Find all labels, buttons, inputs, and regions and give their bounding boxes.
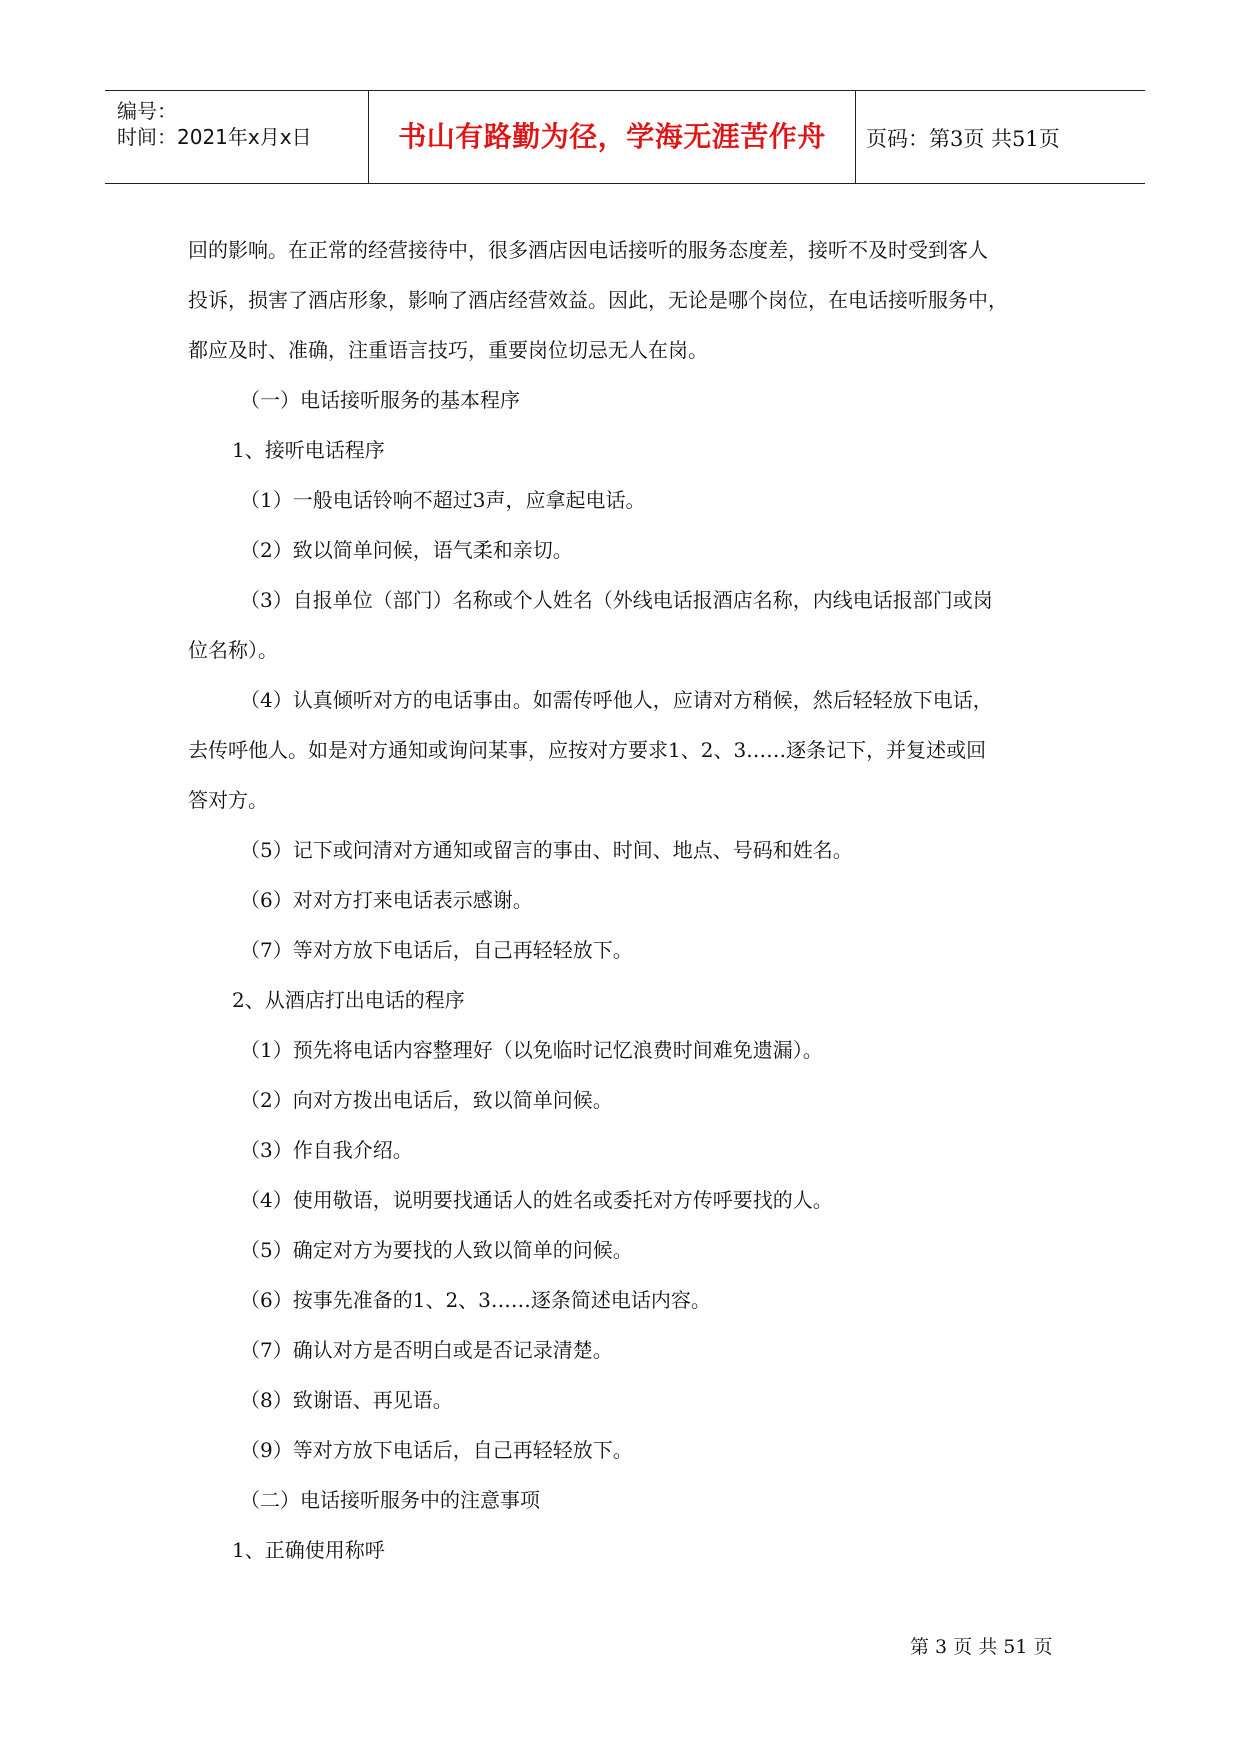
header-page-info: 页码：第3页 共51页 — [866, 127, 1060, 151]
serial-label: 编号： — [117, 99, 177, 123]
body-paragraph: （7）确认对方是否明白或是否记录清楚。 — [240, 1338, 613, 1362]
body-paragraph: （9）等对方放下电话后，自己再轻轻放下。 — [240, 1438, 633, 1462]
body-paragraph: （7）等对方放下电话后，自己再轻轻放下。 — [240, 938, 633, 962]
body-paragraph: （8）致谢语、再见语。 — [240, 1388, 453, 1412]
body-paragraph: （2）致以简单问候，语气柔和亲切。 — [240, 538, 573, 562]
body-paragraph: 回的影响。在正常的经营接待中，很多酒店因电话接听的服务态度差，接听不及时受到客人 — [188, 238, 988, 262]
body-paragraph: （一）电话接听服务的基本程序 — [240, 388, 520, 412]
motto-text: 书山有路勤为径，学海无涯苦作舟 — [398, 120, 826, 153]
header-meta-cell — [105, 91, 369, 183]
document-body — [188, 225, 1068, 1575]
time-label: 时间：2021年x月x日 — [117, 125, 312, 149]
body-paragraph: （4）认真倾听对方的电话事由。如需传呼他人，应请对方稍候，然后轻轻放下电话， — [240, 688, 993, 712]
body-paragraph: 2、从酒店打出电话的程序 — [232, 988, 465, 1012]
header-motto-cell — [369, 91, 856, 183]
document-header — [105, 90, 1145, 184]
footer-page-number: 第 3 页 共 51 页 — [910, 1636, 1053, 1658]
body-paragraph: （4）使用敬语，说明要找通话人的姓名或委托对方传呼要找的人。 — [240, 1188, 833, 1212]
body-paragraph: 投诉，损害了酒店形象，影响了酒店经营效益。因此，无论是哪个岗位，在电话接听服务中， — [188, 288, 1008, 312]
body-paragraph: （5）确定对方为要找的人致以简单的问候。 — [240, 1238, 633, 1262]
body-paragraph: （二）电话接听服务中的注意事项 — [240, 1488, 540, 1512]
body-paragraph: （1）一般电话铃响不超过3声，应拿起电话。 — [240, 488, 646, 512]
body-paragraph: （6）对对方打来电话表示感谢。 — [240, 888, 533, 912]
body-paragraph: （5）记下或问清对方通知或留言的事由、时间、地点、号码和姓名。 — [240, 838, 853, 862]
body-paragraph: （2）向对方拨出电话后，致以简单问候。 — [240, 1088, 613, 1112]
body-paragraph: （6）按事先准备的1、2、3……逐条简述电话内容。 — [240, 1288, 711, 1312]
body-paragraph: （3）作自我介绍。 — [240, 1138, 413, 1162]
body-paragraph: 1、正确使用称呼 — [232, 1538, 385, 1562]
body-paragraph: 都应及时、准确，注重语言技巧，重要岗位切忌无人在岗。 — [188, 338, 708, 362]
header-page-cell — [856, 91, 1145, 183]
body-paragraph: 去传呼他人。如是对方通知或询问某事，应按对方要求1、2、3……逐条记下，并复述或回 — [188, 738, 987, 762]
body-paragraph: （3）自报单位（部门）名称或个人姓名（外线电话报酒店名称，内线电话报部门或岗 — [240, 588, 993, 612]
body-paragraph: 位名称）。 — [188, 638, 278, 662]
body-paragraph: （1）预先将电话内容整理好（以免临时记忆浪费时间难免遗漏）。 — [240, 1038, 823, 1062]
body-paragraph: 答对方。 — [188, 788, 268, 812]
body-paragraph: 1、接听电话程序 — [232, 438, 385, 462]
